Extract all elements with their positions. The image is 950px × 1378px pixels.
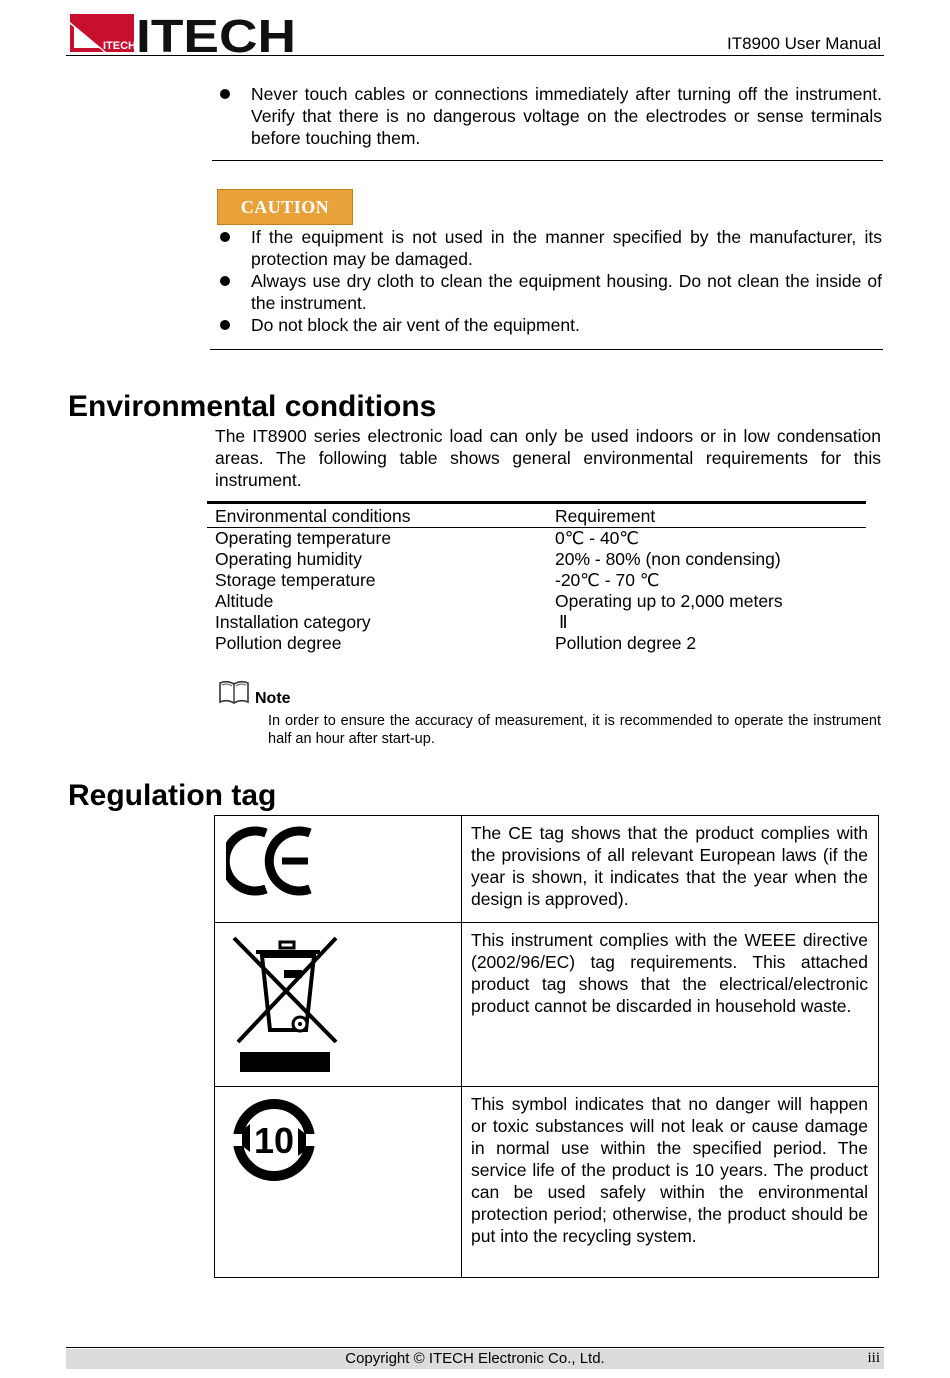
warning-divider [212,160,883,161]
table-cell: Altitude [215,591,274,611]
table-header-cell: Environmental conditions [215,506,411,526]
header-divider [66,55,884,56]
copyright-text: Copyright © ITECH Electronic Co., Ltd. [345,1350,605,1367]
table-row [207,612,866,633]
ce-mark-icon [226,823,326,903]
weee-bin-icon [228,930,348,1080]
table-cell: Pollution degree [215,633,342,653]
table-row [215,1087,879,1278]
table-cell: Pollution degree 2 [555,633,697,653]
environmental-intro: The IT8900 series electronic load can only be used indoors or in low condensation areas. The following table shows general environmental requirements for this instrument. [215,426,881,490]
table-row [207,570,866,591]
note-text: In order to ensure the accuracy of measurement, it is recommended to operate the instrument half an hour after start-up. [268,713,881,747]
epup-10-icon [228,1094,328,1184]
regulation-table [214,815,879,1278]
table-cell: 0℃ - 40℃ [555,528,640,548]
caution-bullet: If the equipment is not used in the manner specified by the manufacturer, its protection may be damaged. [216,226,882,270]
table-cell: Ⅱ [559,612,568,632]
table-cell: Operating humidity [215,549,362,569]
icon-cell [215,923,462,1087]
book-icon [218,679,250,705]
page-number: iii [867,1350,880,1366]
icon-cell [215,816,462,923]
table-row [215,816,879,923]
regulation-text: This symbol indicates that no danger will happen or toxic substances will not leak or cause damage in normal use within the specified period. The service life of the product is 10 years. The product can be used safely within the environmental protection period; otherwise, the product should be put into the recycling system. [462,1087,879,1278]
table-header-row [207,504,866,527]
table-cell: Installation category [215,612,371,632]
section-heading-regulation: Regulation tag [68,779,277,812]
warning-list [216,83,882,149]
epup-number: 10 [253,1120,295,1161]
regulation-text: The CE tag shows that the product complies with the provisions of all relevant European laws (if the year is shown, it indicates that the year when the design is approved). [462,816,879,923]
table-cell: -20℃ - 70 ℃ [555,570,660,590]
svg-text:ITECH: ITECH [103,40,136,52]
table-header-cell: Requirement [555,506,656,526]
environmental-table [207,501,866,654]
manual-title: IT8900 User Manual [726,34,881,53]
section-heading-environmental: Environmental conditions [68,390,437,423]
caution-bullet: Always use dry cloth to clean the equipment housing. Do not clean the inside of the instrument. [216,270,882,314]
caution-divider [210,349,883,350]
table-cell: Operating temperature [215,528,392,548]
table-row [207,528,866,549]
table-row [207,549,866,570]
table-row [207,633,866,654]
caution-list [216,226,882,336]
warning-bullet: Never touch cables or connections immediately after turning off the instrument. Verify that there is no dangerous voltage on the electrodes or sense terminals before touching them. [216,83,882,149]
regulation-text: This instrument complies with the WEEE directive (2002/96/EC) tag requirements. This attached product tag shows that the electrical/electronic product cannot be discarded in household waste. [462,923,879,1087]
table-cell: Storage temperature [215,570,376,590]
table-row [207,591,866,612]
caution-label: CAUTION [217,189,353,225]
table-cell: 20% - 80% (non condensing) [555,549,781,569]
itech-logo [70,14,300,56]
note-title: Note [255,690,291,707]
table-row [215,923,879,1087]
svg-text:ITECH: ITECH [136,14,296,56]
footer-divider [66,1347,884,1348]
icon-cell [215,1087,462,1278]
table-cell: Operating up to 2,000 meters [555,591,783,611]
caution-bullet: Do not block the air vent of the equipment. [216,314,882,336]
